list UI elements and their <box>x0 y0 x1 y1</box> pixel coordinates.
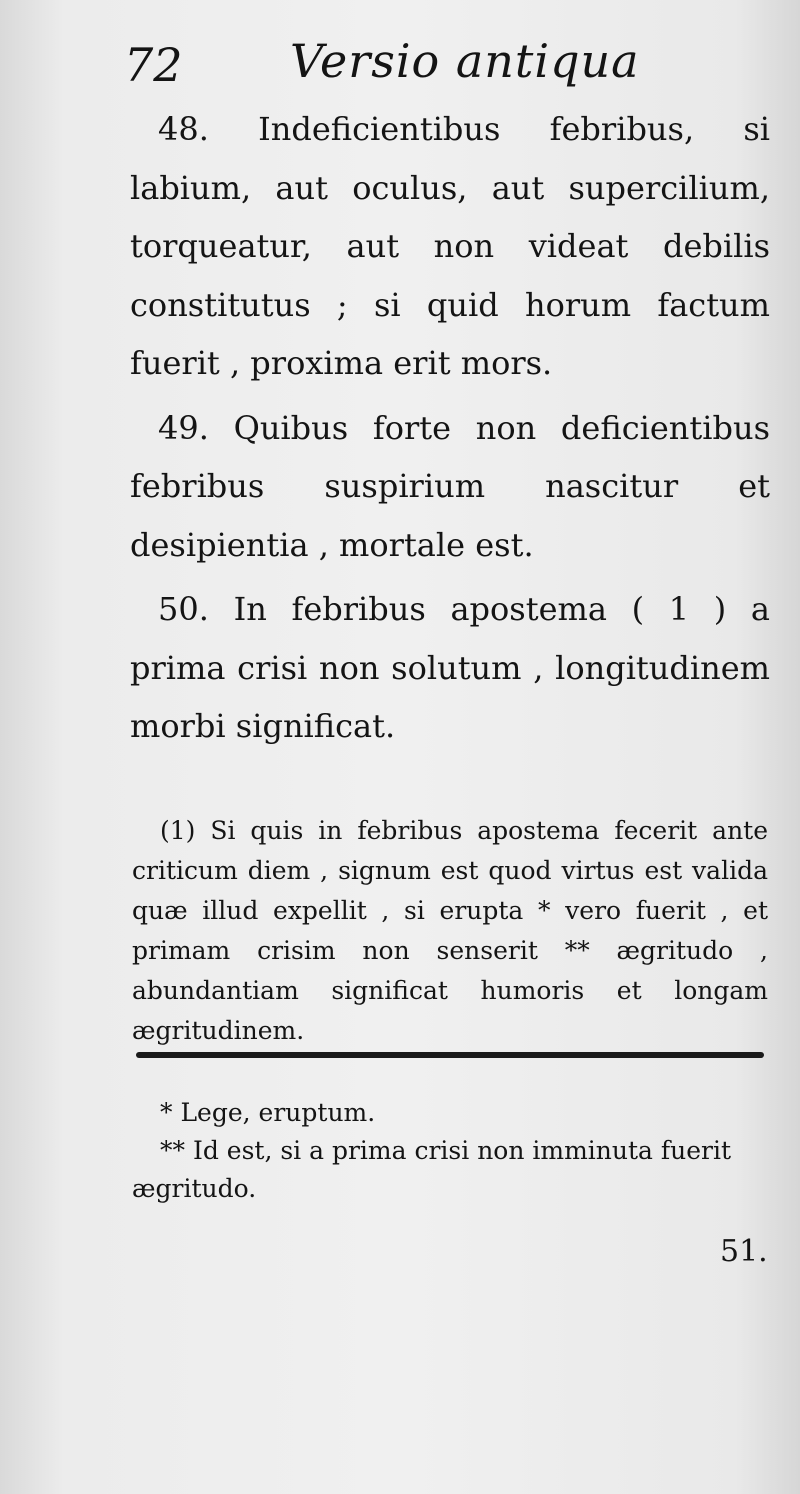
running-title: Versio antiqua <box>290 34 640 88</box>
footnote <box>132 811 768 1051</box>
aphorism-number: 50. <box>158 590 209 628</box>
footnote-text: Si quis in febribus apostema fecerit ante criticum diem , signum est quod virtus est valida quæ illud expellit , si erupta * vero fuerit , et primam crisim non senserit ** ægritudo , abundantiam significat humoris et longam ægritudinem. <box>132 816 769 1045</box>
aphorism-48 <box>130 100 770 393</box>
editor-notes <box>132 1094 768 1208</box>
note-text: Lege, eruptum. <box>180 1098 376 1127</box>
note-single-asterisk <box>132 1094 768 1132</box>
aphorism-text: Quibus forte non deficientibus febribus suspirium nascitur et desipientia , mortale est. <box>130 408 770 564</box>
page-number: 72 <box>124 38 183 92</box>
note-marker: * <box>160 1098 173 1127</box>
note-text: Id est, si a prima crisi non imminuta fuerit ægritudo. <box>132 1136 732 1203</box>
divider-rule <box>136 1052 764 1058</box>
note-double-asterisk <box>132 1132 768 1208</box>
catchword: 51. <box>720 1234 768 1269</box>
aphorism-49 <box>130 399 770 575</box>
aphorism-number: 49. <box>158 408 209 447</box>
aphorism-text: Indeficientibus febribus, si labium, aut oculus, aut supercilium, torqueatur, aut non videat debilis constitutus ; si quid horum factum fuerit , proxima erit mors. <box>130 110 771 382</box>
aphorism-number: 48. <box>158 110 209 148</box>
aphorism-text: In febribus apostema ( 1 ) a prima crisi non solutum , longitudinem morbi significat. <box>130 590 771 745</box>
note-marker: ** <box>160 1136 185 1165</box>
aphorism-50 <box>130 580 770 756</box>
main-text <box>130 100 770 762</box>
page-header <box>0 28 800 98</box>
footnote-marker: (1) <box>160 816 196 845</box>
